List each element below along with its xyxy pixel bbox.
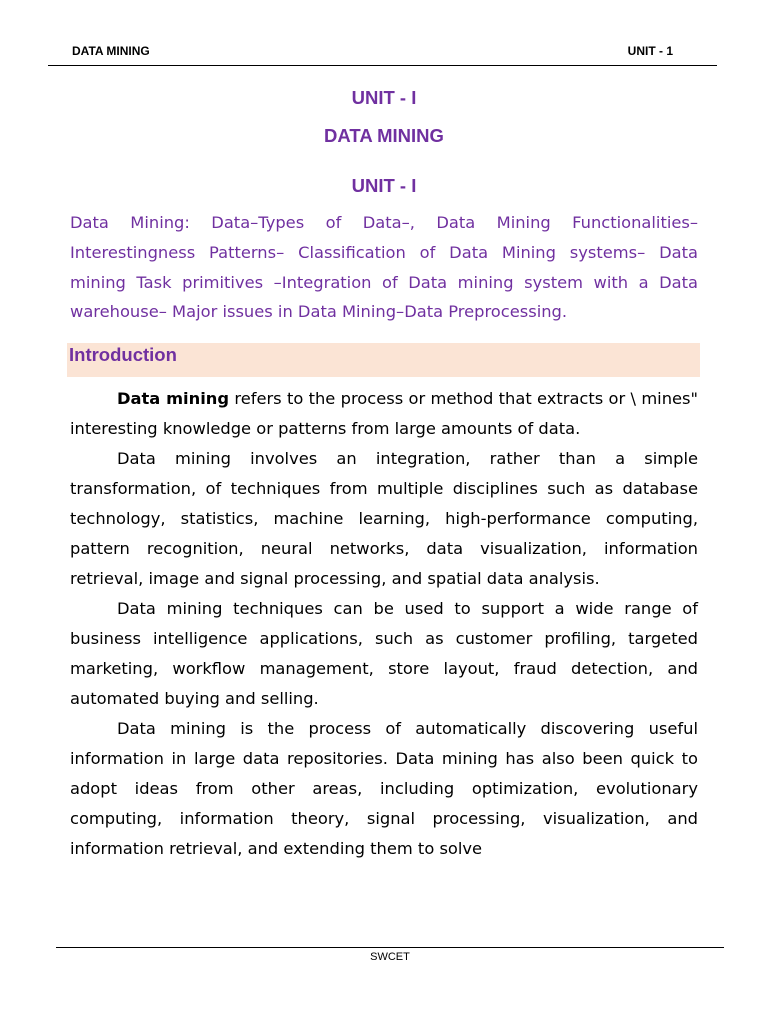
section-heading-bar <box>67 343 700 377</box>
header-subject: DATA MINING <box>72 44 150 58</box>
paragraph-4: Data mining is the process of automatically discovering useful information in large data repositories. Data mining has also been quick to adopt ideas from other areas, including optimization, evolutionary computing, information theory, signal processing, visualization, and information retrieval, and extending them to solve <box>70 719 698 858</box>
page-footer <box>56 947 724 963</box>
paragraph-2: Data mining involves an integration, rather than a simple transformation, of techniques from multiple disciplines such as database technology, statistics, machine learning, high-performance computing, pattern recognition, neural networks, data visualization, information retrieval, image and signal processing, and spatial data analysis. <box>70 449 698 588</box>
syllabus-text: Data Mining: Data–Types of Data–, Data Mining Functionalities–Interestingness Patterns– Classification of Data Mining systems– Data mining Task primitives –Integration of Data mining system with a Data warehouse– Major issues in Data Mining–Data Preprocessing. <box>70 213 698 322</box>
page-header <box>48 44 717 66</box>
section-heading: Introduction <box>69 344 177 365</box>
header-unit: UNIT - 1 <box>627 44 673 58</box>
paragraph-1 <box>70 384 698 444</box>
body-text <box>70 384 698 864</box>
subject-title: DATA MINING <box>324 125 444 146</box>
paragraph-3: Data mining techniques can be used to support a wide range of business intelligence applications, such as customer profiling, targeted marketing, workflow management, store layout, fraud detection, and automated buying and selling. <box>70 599 698 708</box>
unit-title: UNIT - I <box>351 87 417 108</box>
paragraph-1-text: refers to the process or method that extracts or \ mines" interesting knowledge or patterns from large amounts of data. <box>70 389 699 438</box>
paragraph-1-term: Data mining <box>117 389 230 408</box>
unit-subtitle: UNIT - I <box>351 175 417 196</box>
footer-text: SWCET <box>370 951 410 963</box>
